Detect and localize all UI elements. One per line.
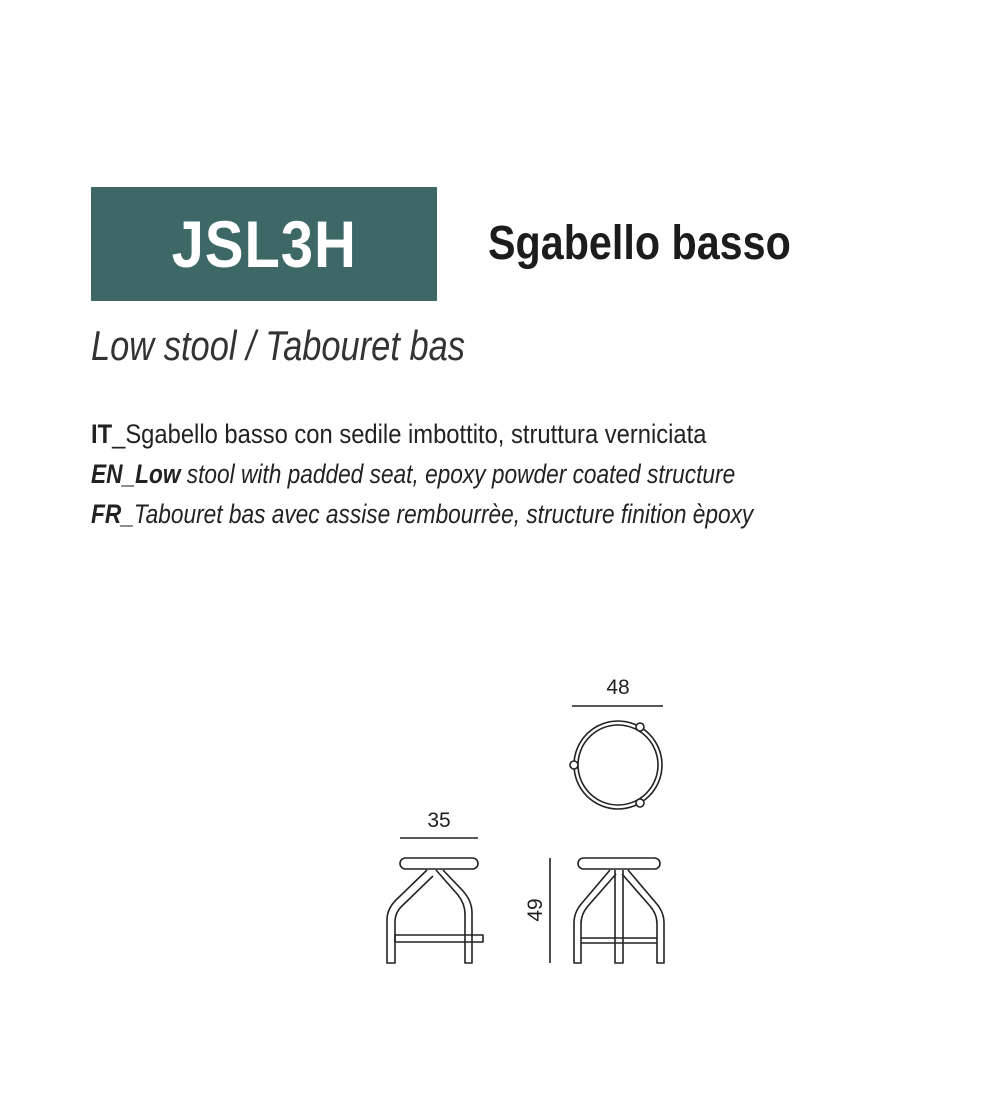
description-it-text: _Sgabello basso con sedile imbottito, struttura verniciata [112,419,707,449]
seat-outer-circle [574,721,662,809]
seat-inner-circle [578,725,658,805]
description-it-prefix: IT [91,419,113,449]
front-view [550,858,664,963]
side-view [387,838,483,963]
front-center-leg [615,870,623,963]
description-en-text: stool with padded seat, epoxy powder coated structure [180,459,736,489]
width-label: 35 [427,809,451,832]
front-right-leg [622,870,664,963]
side-seat [400,858,478,869]
front-seat [578,858,660,869]
side-right-leg [436,870,472,963]
leg-tip [636,723,644,731]
side-footrest [395,935,483,942]
height-label: 49 [524,898,547,922]
product-subtitle: Low stool / Tabouret bas [91,322,465,369]
description-fr-text: Tabouret bas avec assise rembourrèe, structure finition èpoxy [133,499,754,529]
product-title: Sgabello basso [488,217,791,270]
description-en-prefix: EN_Low [91,459,181,489]
top-view [570,706,663,809]
leg-tip [636,799,644,807]
front-left-leg [574,870,616,963]
description-fr-prefix: FR_ [91,499,134,529]
leg-tip [570,761,578,769]
diameter-label: 48 [606,676,630,699]
product-code: JSL3H [171,207,357,281]
side-left-leg [387,870,433,963]
